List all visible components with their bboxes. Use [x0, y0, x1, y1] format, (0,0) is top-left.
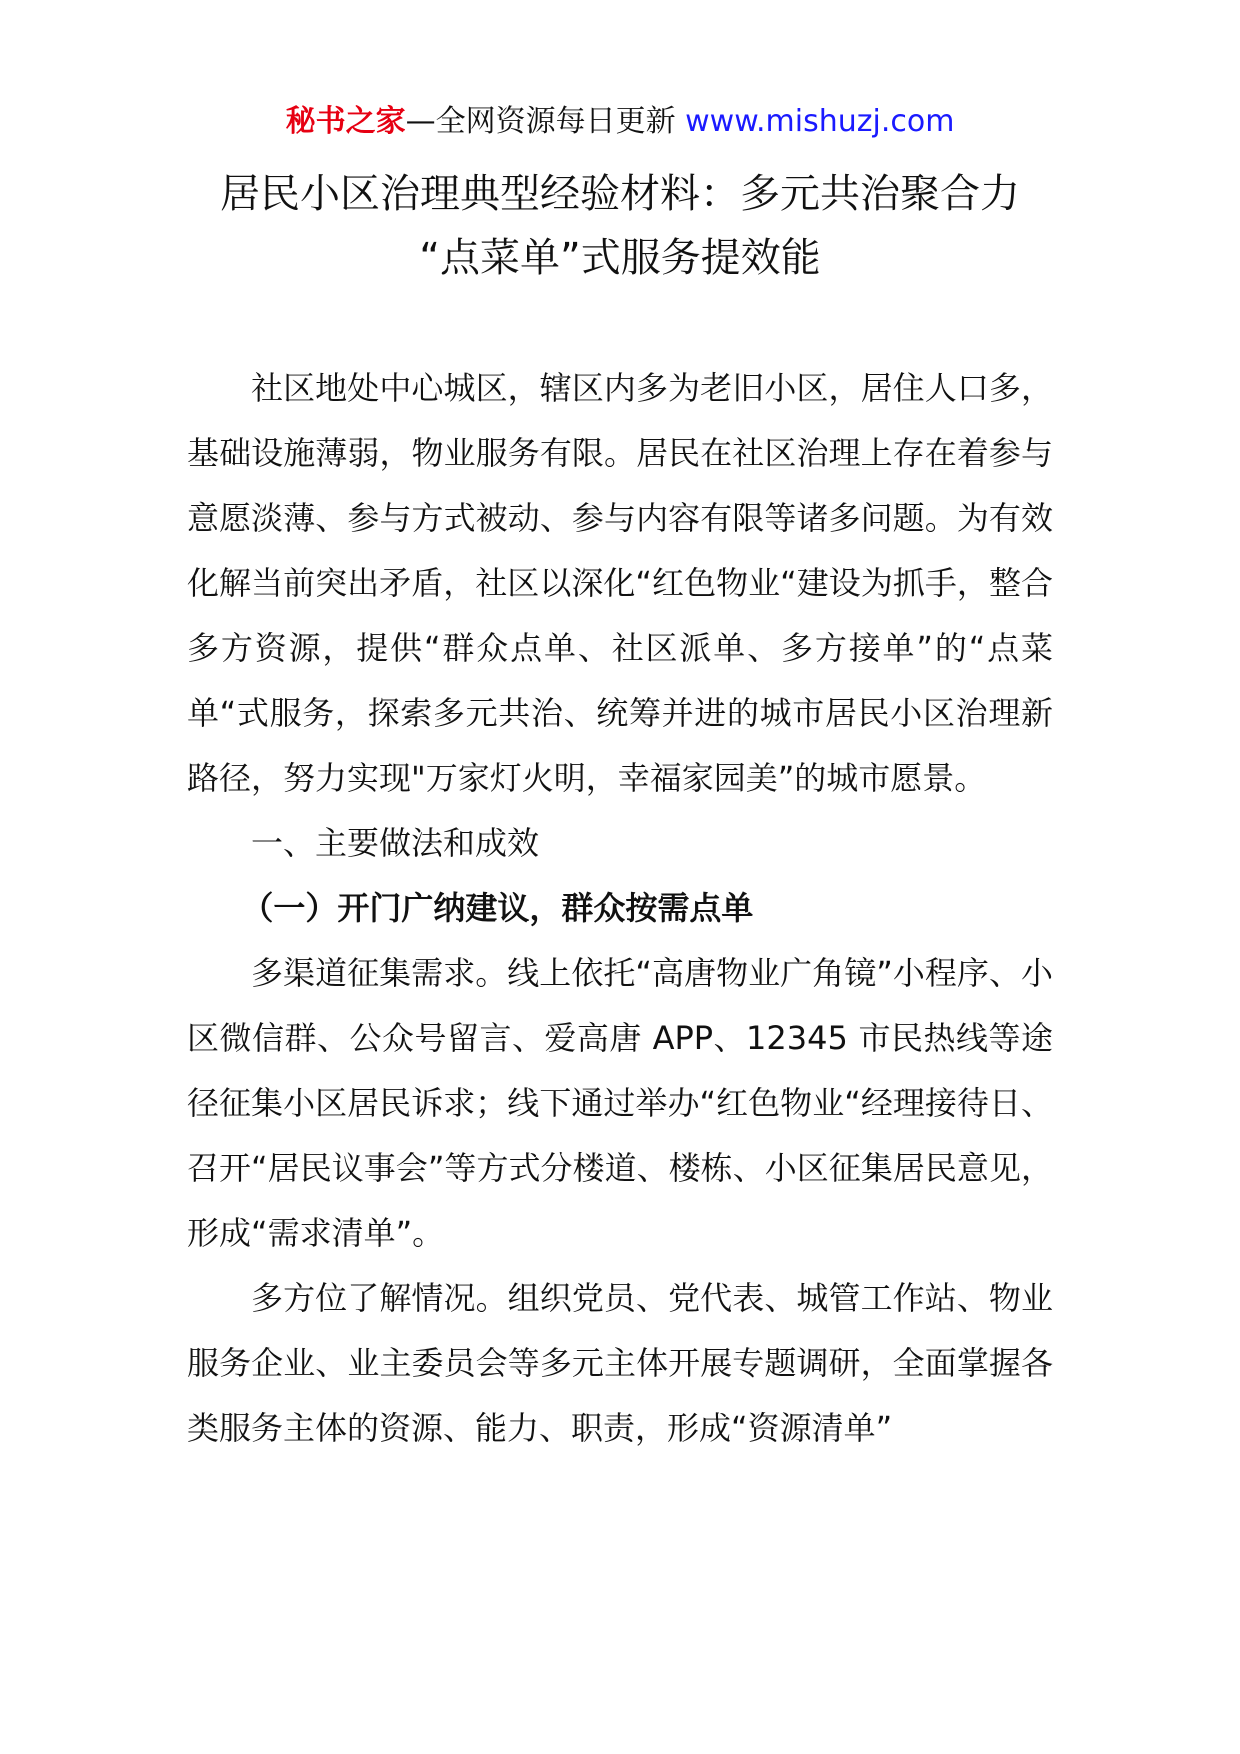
body-paragraph-intro: 社区地处中心城区，辖区内多为老旧小区，居住人口多，基础设施薄弱，物业服务有限。居民在社区治理上存在着参与意愿淡薄、参与方式被动、参与内容有限等诸多问题。为有效化解当前突出矛盾，社区以深化“红色物业“建设为抓手，整合多方资源，提供“群众点单、社区派单、多方接单”的“点菜单“式服务，探索多元共治、统筹并进的城市居民小区治理新路径，努力实现"万家灯火明，幸福家园美”的城市愿景。	[187, 369, 1053, 797]
site-url-link[interactable]: www.mishuzj.com	[685, 104, 955, 139]
subsection-heading: （一）开门广纳建议，群众按需点单	[241, 889, 754, 927]
document-title-line-1: 居民小区治理典型经验材料：多元共治聚合力	[220, 171, 1020, 217]
site-header	[0, 100, 1240, 144]
body-paragraph-resources: 多方位了解情况。组织党员、党代表、城管工作站、物业服务企业、业主委员会等多元主体开展专题调研，全面掌握各类服务主体的资源、能力、职责，形成“资源清单”	[187, 1279, 1053, 1447]
header-tagline: —全网资源每日更新	[405, 104, 686, 139]
brand-name: 秘书之家	[285, 104, 406, 139]
document-title-line-2: “点菜单”式服务提效能	[419, 235, 821, 281]
document-body	[187, 356, 1053, 1461]
section-heading: 一、主要做法和成效	[251, 824, 540, 862]
body-paragraph-demand: 多渠道征集需求。线上依托“高唐物业广角镜”小程序、小区微信群、公众号留言、爱高唐 APP、12345 市民热线等途径征集小区居民诉求；线下通过举办“红色物业“经理接待日、召开“居民议事会”等方式分楼道、楼栋、小区征集居民意见，形成“需求清单”。	[187, 954, 1053, 1252]
